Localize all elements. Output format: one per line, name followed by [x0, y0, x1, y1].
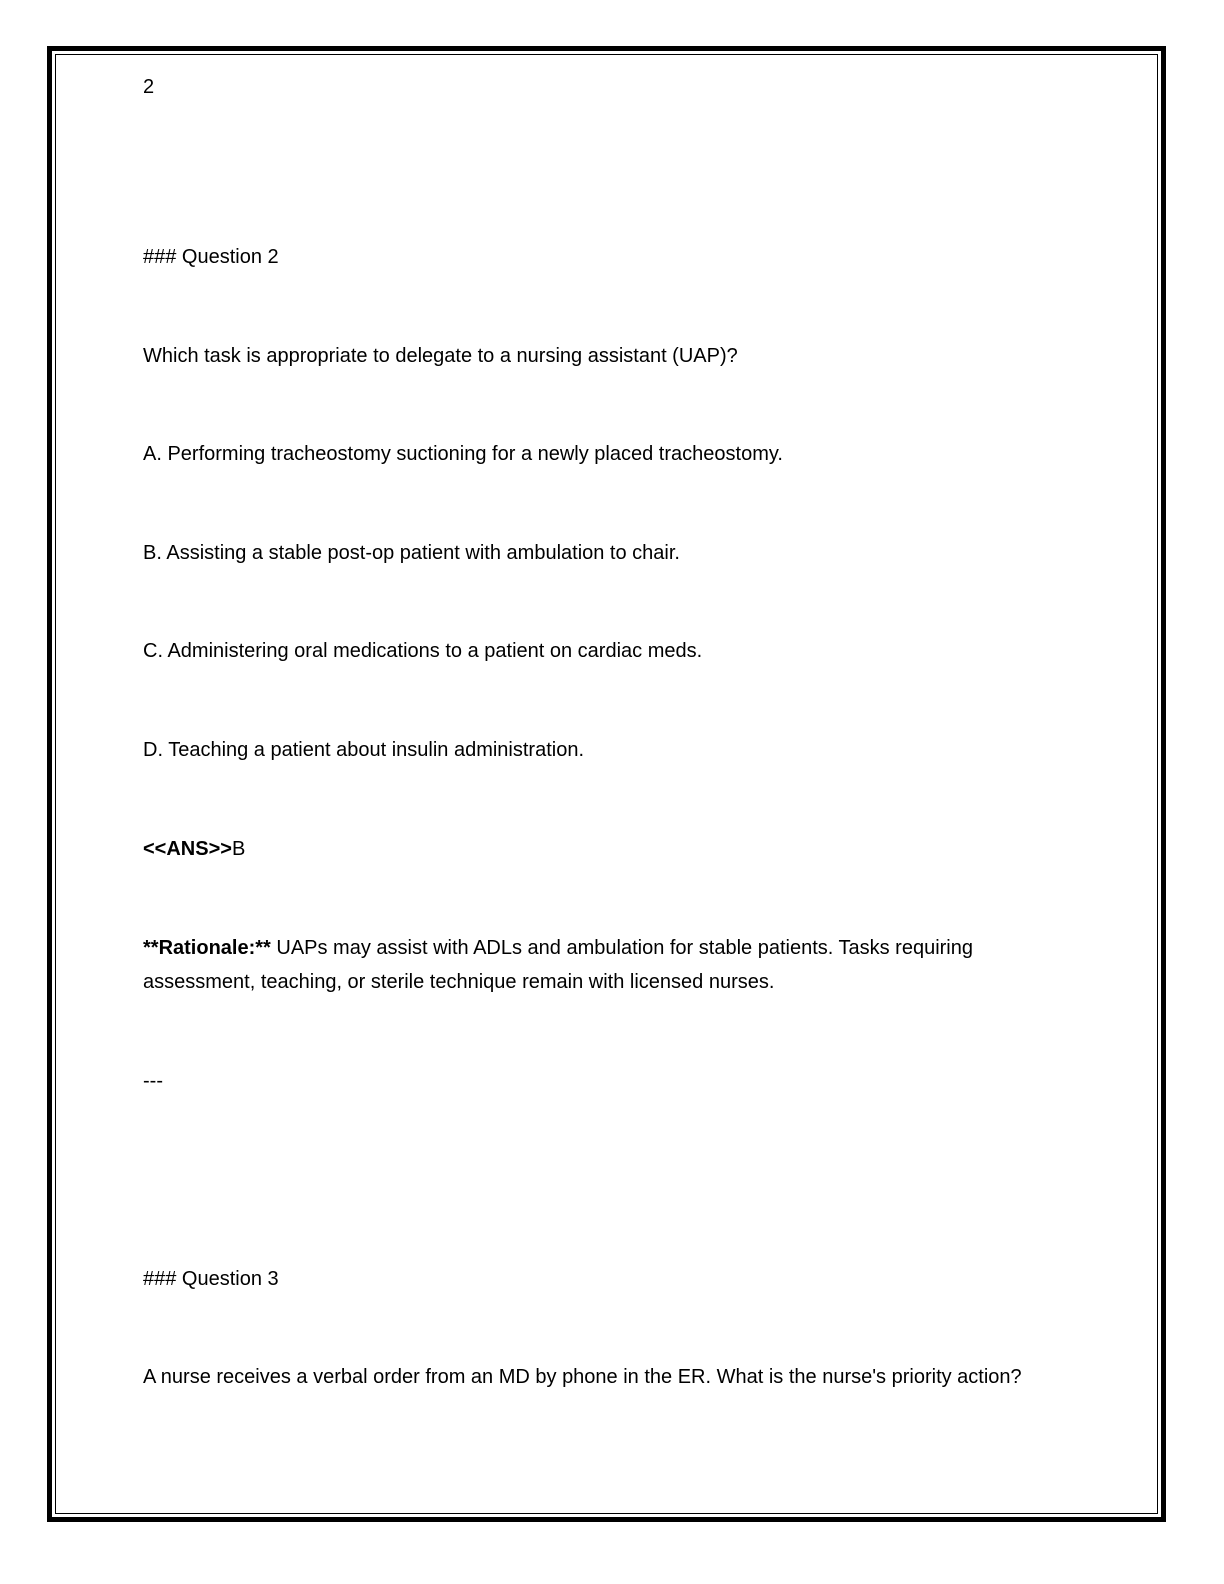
- question-2-rationale: [143, 931, 1073, 999]
- question-3-prompt: A nurse receives a verbal order from an MD by phone in the ER. What is the nurse's priority action?: [143, 1366, 1022, 1388]
- question-2-prompt: Which task is appropriate to delegate to a nursing assistant (UAP)?: [143, 345, 738, 367]
- question-3-heading: ### Question 3: [143, 1268, 279, 1290]
- question-2-option-b: B. Assisting a stable post-op patient with ambulation to chair.: [143, 542, 680, 564]
- answer-value: B: [231, 838, 246, 860]
- rationale-text: UAPs may assist with ADLs and ambulation for stable patients. Tasks requiring assessment, teaching, or sterile technique remain with licensed nurses.: [143, 937, 973, 993]
- question-2-heading: ### Question 2: [143, 246, 279, 268]
- rationale-label: **Rationale:**: [143, 937, 271, 959]
- section-separator: ---: [143, 1070, 163, 1092]
- question-2-answer: [143, 832, 1073, 866]
- page-number: 2: [143, 76, 155, 98]
- answer-label: <<ANS>>: [143, 838, 232, 860]
- question-2-option-d: D. Teaching a patient about insulin administration.: [143, 739, 585, 761]
- question-2-option-a: A. Performing tracheostomy suctioning for a newly placed tracheostomy.: [143, 443, 783, 465]
- question-2-option-c: C. Administering oral medications to a patient on cardiac meds.: [143, 640, 703, 662]
